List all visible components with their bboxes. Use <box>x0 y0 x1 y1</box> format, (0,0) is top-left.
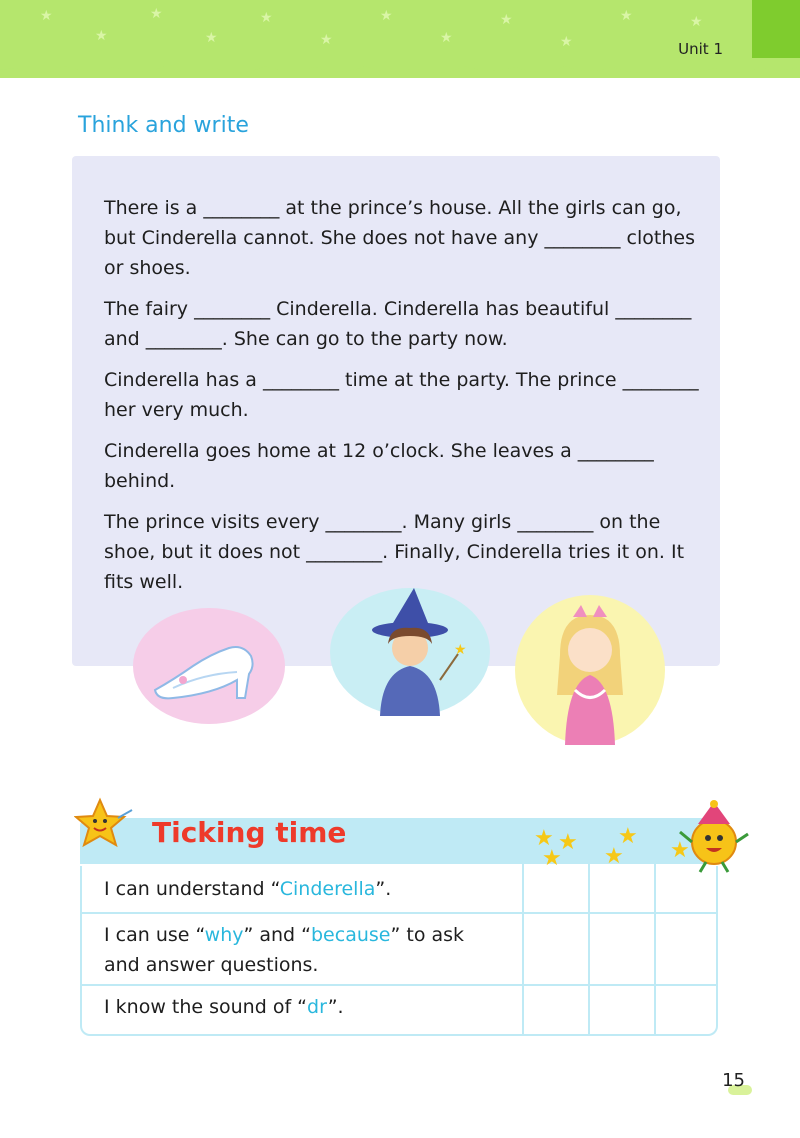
row-text-part: I know the sound of “ <box>104 996 308 1018</box>
ticking-row-text <box>104 874 391 904</box>
ticking-row-text <box>104 992 344 1022</box>
row-text-part: I can understand “ <box>104 878 280 900</box>
star-mascot-icon <box>74 796 134 854</box>
banner-torn-edge <box>0 58 800 80</box>
row-keyword: Cinderella <box>279 878 376 900</box>
row-keyword: dr <box>307 996 328 1018</box>
row-keyword: because <box>311 924 391 946</box>
ticking-row <box>82 866 718 914</box>
ticking-table <box>80 866 718 1036</box>
unit-label: Unit 1 <box>678 40 723 58</box>
ticking-row <box>82 986 718 1034</box>
star-icon: ★ <box>618 824 638 849</box>
glass-slipper-icon <box>133 608 285 724</box>
star-icon: ★ <box>670 838 690 863</box>
star-icon: ★ <box>558 830 578 855</box>
story-text <box>104 193 704 608</box>
fairy-icon <box>330 588 490 716</box>
ticking-row <box>82 914 718 986</box>
cinderella-illustration <box>515 595 665 745</box>
row-text-part: I can use “ <box>104 924 205 946</box>
story-paragraph: The fairy ________ Cinderella. Cinderella has beautiful ________ and ________. She can go to the party now. <box>104 298 692 350</box>
ticking-title: Ticking time <box>152 816 347 849</box>
row-text-part: ”. <box>327 996 344 1018</box>
row-keyword: why <box>204 924 244 946</box>
star-icon: ★ <box>542 846 562 871</box>
fairy-godmother-illustration <box>330 588 490 716</box>
story-paragraph: There is a ________ at the prince’s house. All the girls can go, but Cinderella cannot. She does not have any ________ clothes or shoes. <box>104 197 695 279</box>
page-number: 15 <box>722 1070 745 1091</box>
story-paragraph: Cinderella has a ________ time at the party. The prince ________ her very much. <box>104 369 699 421</box>
cinderella-icon <box>515 595 665 745</box>
glass-slipper-illustration <box>133 608 285 724</box>
row-text-part: ” to ask and answer questions. <box>104 924 465 976</box>
svg-text:★: ★ <box>454 642 467 658</box>
star-icon: ★ <box>604 844 624 869</box>
star-icon: ★ <box>534 826 554 851</box>
row-text-part: ”. <box>375 878 392 900</box>
row-text-part: ” and “ <box>243 924 311 946</box>
ticking-row-text <box>104 920 504 980</box>
story-paragraph: Cinderella goes home at 12 o’clock. She leaves a ________ behind. <box>104 440 654 492</box>
section-title: Think and write <box>78 113 249 138</box>
ticking-time-panel <box>80 818 718 1036</box>
story-paragraph: The prince visits every ________. Many girls ________ on the shoe, but it does not ________. Finally, Cinderella tries it on. It fits well. <box>104 511 685 593</box>
banner-stars-decoration: ★ ★ ★ ★ ★ ★ ★ ★ ★ ★ ★ ★ <box>40 6 703 50</box>
ball-mascot-icon <box>676 798 752 874</box>
